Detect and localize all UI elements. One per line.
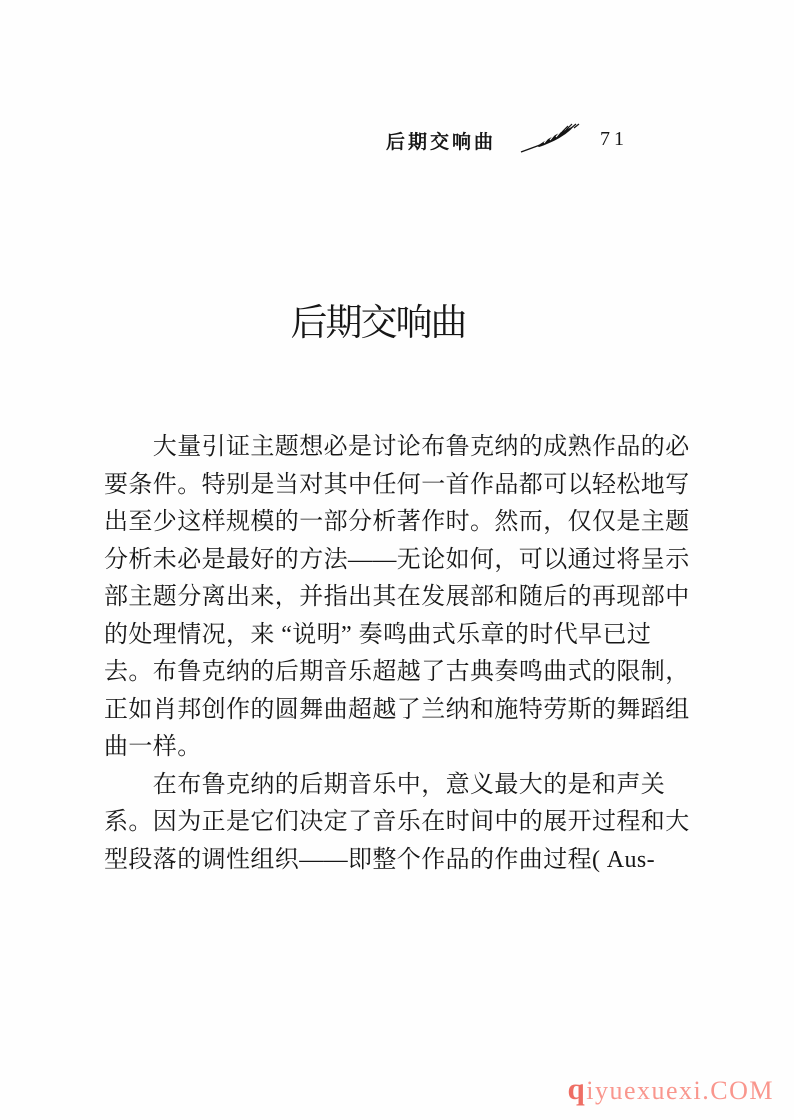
body-text-line: 部主题分离出来，并指出其在发展部和随后的再现部中 [104,584,690,610]
body-text-line: 分析未必是最好的方法——无论如何，可以通过将呈示 [104,546,690,573]
body-text-line: 的处理情况，来 “说明” 奏鸣曲式乐章的时代早已过 [104,621,652,648]
body-text [104,429,696,879]
body-text-line: 系。因为正是它们决定了音乐在时间中的展开过程和大 [104,809,690,835]
watermark-lead: q [567,1071,587,1106]
body-text-line: 曲一样。 [104,734,202,760]
body-text-line: 大量引证主题想必是讨论布鲁克纳的成熟作品的必 [104,434,690,460]
body-text-line: 在布鲁克纳的后期音乐中，意义最大的是和声关 [104,771,666,798]
body-text-line: 去。布鲁克纳的后期音乐超越了古典奏鸣曲式的限制， [104,659,690,685]
running-header-title: 后期交响曲 [386,132,497,153]
watermark-rest: iyuexuexi.COM [586,1076,774,1105]
chapter-title: 后期交响曲 [290,303,466,344]
page-number: 71 [600,128,628,150]
quill-icon [518,122,582,156]
body-text-line: 要条件。特别是当对其中任何一首作品都可以轻松地写 [104,471,690,498]
body-text-line: 型段落的调性组织——即整个作品的作曲过程( Aus- [104,846,656,873]
body-text-line: 正如肖邦创作的圆舞曲超越了兰纳和施特劳斯的舞蹈组 [104,696,690,723]
body-text-line: 出至少这样规模的一部分析著作时。然而，仅仅是主题 [104,509,690,535]
watermark [567,1071,774,1107]
